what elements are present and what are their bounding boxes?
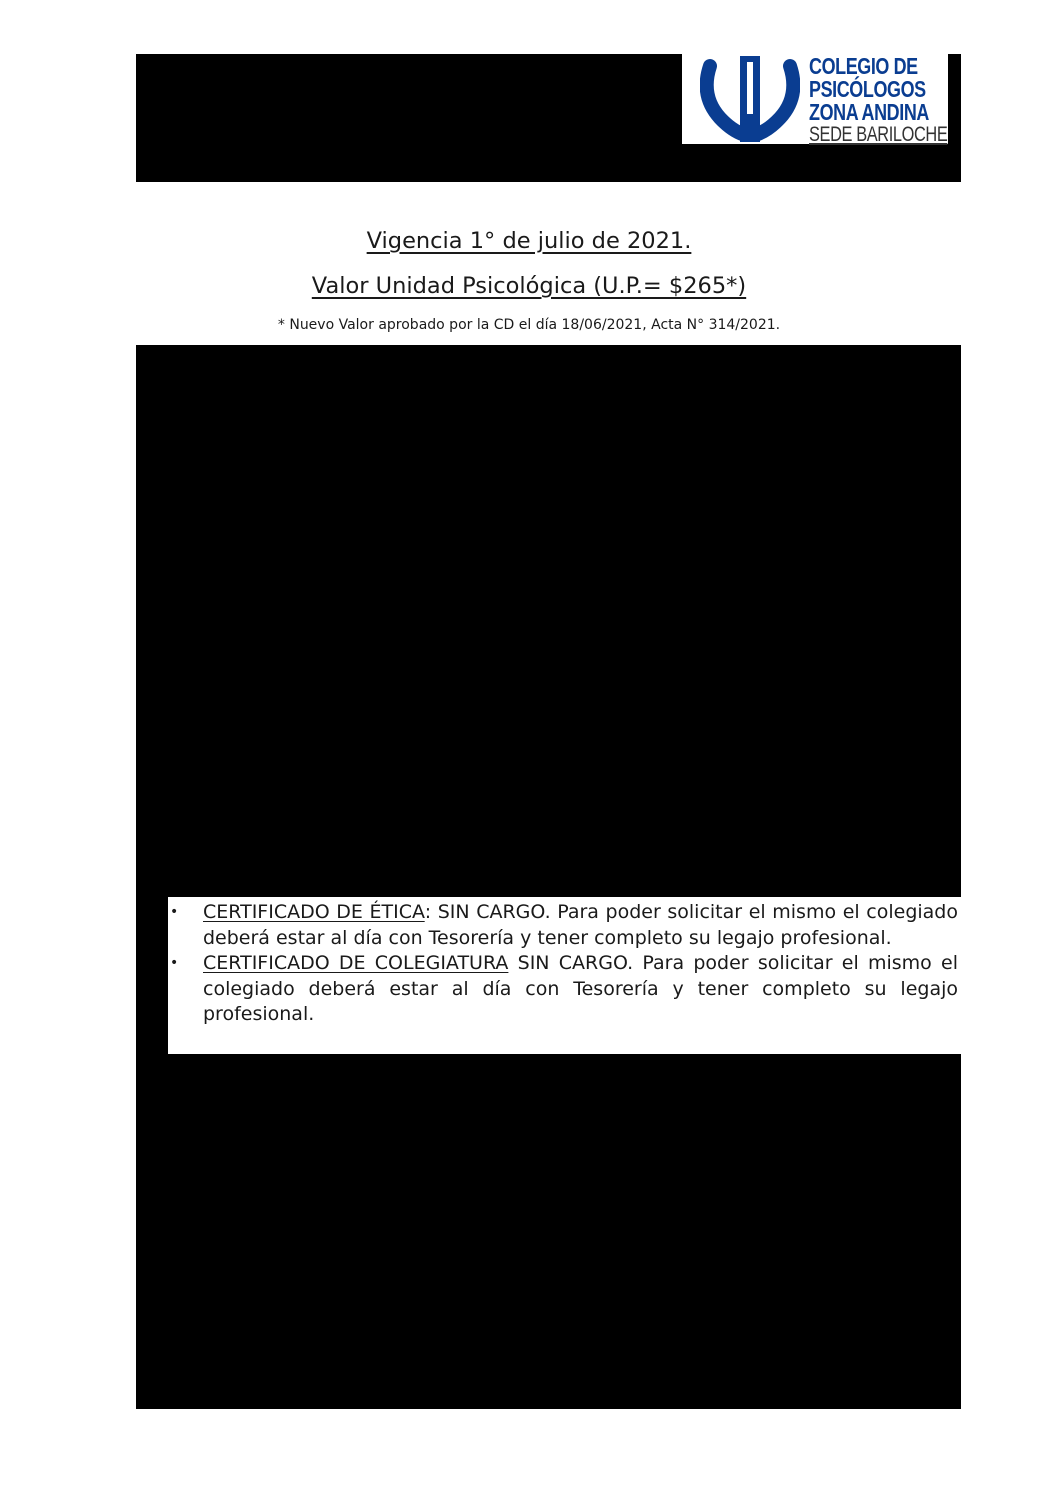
logo-text-line: COLEGIO DE [809,53,918,79]
certificate-list [168,900,958,1028]
effective-date-heading: Vigencia 1° de julio de 2021. [366,228,692,254]
list-item [168,951,958,1028]
redacted-content-block [136,1054,961,1409]
item-text: SIN CARGO. Para poder solicitar el mismo el colegiado deberá estar al día con Tesorería y tener completo su legajo profesional. [203,952,959,1025]
redacted-content-block [136,345,961,897]
logo-text-line: PSICÓLOGOS [809,76,926,102]
item-text: SIN CARGO. Para poder solicitar el mismo el colegiado deberá estar al día con Tesorería y tener completo su legajo profesional. [203,901,958,949]
item-separator: : [424,901,432,923]
psi-symbol-icon [700,56,800,142]
item-title: CERTIFICADO DE COLEGIATURA [203,952,509,974]
redacted-margin-strip [136,897,168,1054]
logo-text-line: ZONA ANDINA [809,99,929,125]
bullet-icon: • [170,955,179,971]
list-item [168,900,958,951]
item-title: CERTIFICADO DE ÉTICA [203,901,425,923]
bullet-icon: • [170,904,179,920]
logo-text-line: SEDE BARILOCHE [809,123,948,146]
unit-value-heading: Valor Unidad Psicológica (U.P.= $265*) [311,273,747,299]
college-logo [682,54,948,144]
approval-note: * Nuevo Valor aprobado por la CD el día 18/06/2021, Acta N° 314/2021. [277,317,781,333]
